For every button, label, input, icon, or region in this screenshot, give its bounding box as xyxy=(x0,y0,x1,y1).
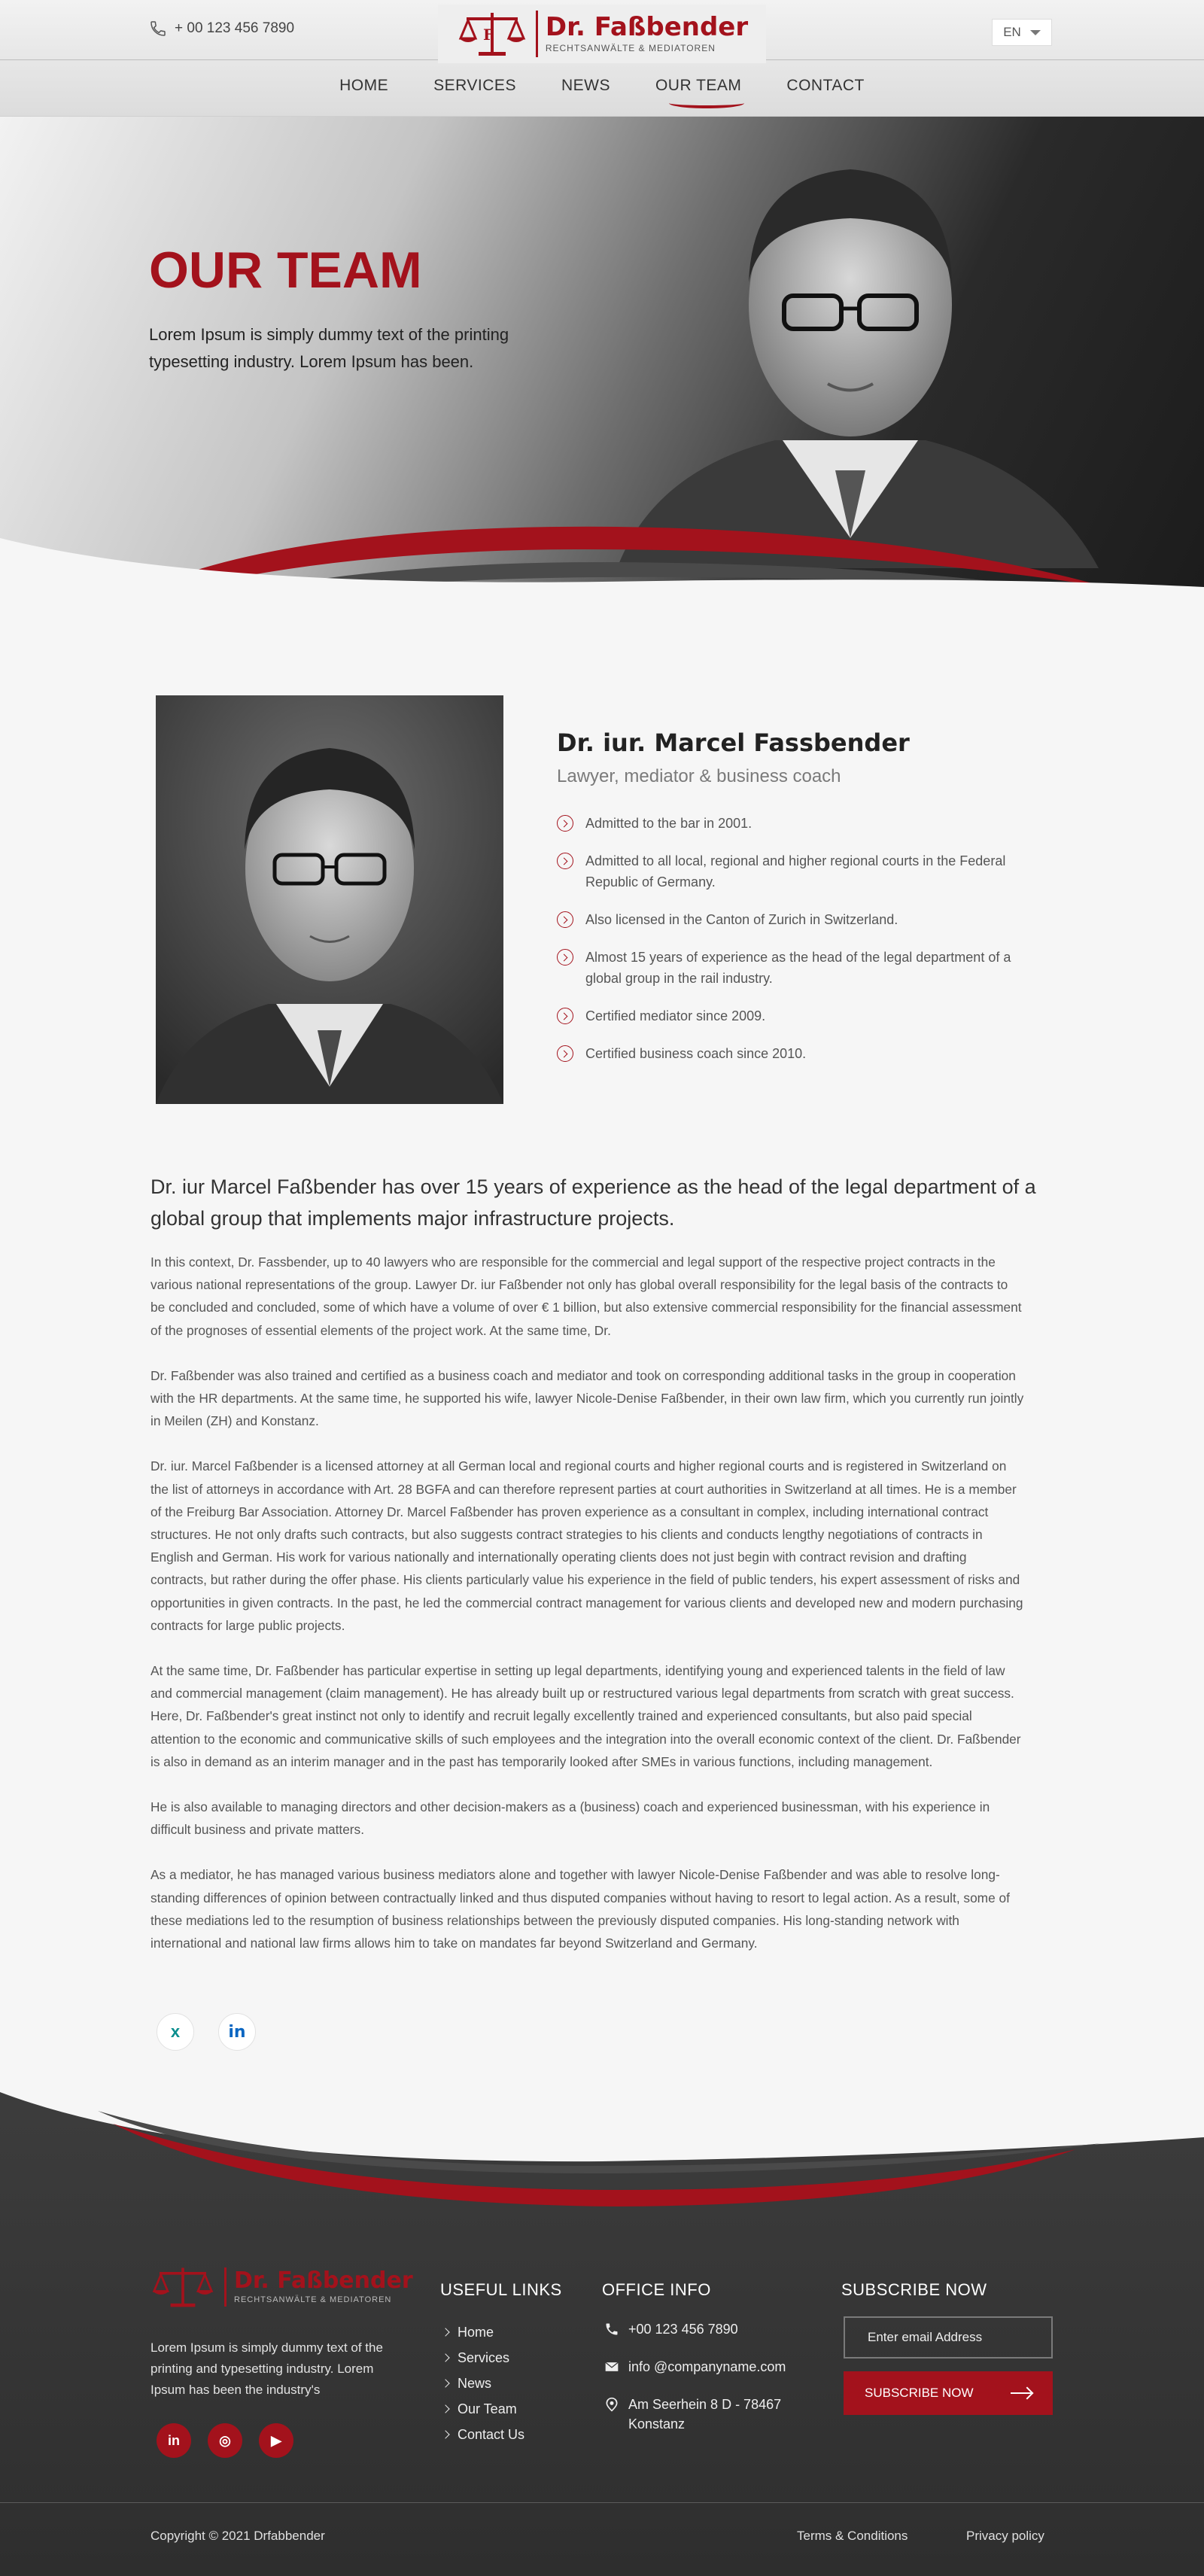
main-nav xyxy=(0,77,1204,95)
subscribe-button[interactable] xyxy=(844,2371,1053,2415)
bio-lead: Dr. iur Marcel Faßbender has over 15 years of experience as the head of the legal department of a global group that implements major infrastructure projects. xyxy=(150,1175,1036,1230)
logo-divider xyxy=(536,11,538,57)
footer-link-contact[interactable] xyxy=(442,2422,524,2447)
footer-link-news[interactable] xyxy=(442,2371,524,2396)
bio-paragraph: He is also available to managing directors and other decision-makers as a (business) coach and experienced businessman, with his experience in difficult business and private matters. xyxy=(150,1799,990,1838)
footer-logo[interactable] xyxy=(149,2264,413,2310)
chevron-circle-icon xyxy=(557,1008,573,1024)
list-item-text: Certified mediator since 2009. xyxy=(585,1008,766,1023)
office-phone[interactable] xyxy=(604,2319,800,2339)
list-item xyxy=(557,813,1023,834)
list-item-text: Admitted to the bar in 2001. xyxy=(585,816,752,831)
list-item-text: Almost 15 years of experience as the head of the legal department of a global group in the rail industry. xyxy=(585,950,1011,986)
subscribe-button-label: SUBSCRIBE NOW xyxy=(865,2386,974,2400)
nav-our-team[interactable]: OUR TEAM xyxy=(655,77,742,94)
svg-text:F: F xyxy=(482,26,494,44)
footer-link-our-team[interactable] xyxy=(442,2396,524,2422)
linkedin-icon[interactable]: in xyxy=(218,2013,256,2051)
profile-role: Lawyer, mediator & business coach xyxy=(557,766,841,786)
chevron-circle-icon xyxy=(557,911,573,928)
office-address-text xyxy=(628,2395,781,2434)
office-address-line: Konstanz xyxy=(628,2416,686,2432)
bio-paragraph: Dr. iur. Marcel Faßbender is a licensed attorney at all German local and regional courts and higher regional courts and is registered in Switzerland on the list of attorneys in accordance with Art. 28 BGFA and can therefore represent parties at court authorities in Switzerland at all times. He is a member of the Freiburg Bar Association. Attorney Dr. Marcel Faßbender has proven experience as a consultant in complex, including international contract structures. He not only drafts such contracts, but also suggests contract strategies to his clients and conducts lengthy negotiations of contracts in English and German. His work for various nationally and internationally operating clients does not just begin with contract revision and drafting contracts, but rather during the offer phase. His clients particularly value his experience in the field of public tenders, his expert assessment of risks and opportunities in given contracts. In the past, he led the commercial contract management for various clients and developed new and modern purchasing contracts for large public projects. xyxy=(150,1458,1023,1633)
copyright: Copyright © 2021 Drfabbender xyxy=(150,2529,325,2543)
mail-icon xyxy=(604,2359,619,2374)
footer-logo-subtitle: RECHTSANWÄLTE & MEDIATOREN xyxy=(234,2295,392,2304)
logo-text xyxy=(546,14,748,53)
header-phone[interactable] xyxy=(149,20,294,38)
hero-banner xyxy=(0,117,1204,655)
list-item-text: Certified business coach since 2010. xyxy=(585,1046,807,1061)
language-select[interactable] xyxy=(992,19,1052,46)
scales-logo-icon xyxy=(456,8,528,59)
office-info-heading: OFFICE INFO xyxy=(602,2280,711,2299)
logo-divider xyxy=(224,2267,227,2307)
footer-link-label: Services xyxy=(458,2350,510,2365)
office-address-line: Am Seerhein 8 D - 78467 xyxy=(628,2397,782,2412)
chevron-circle-icon xyxy=(557,949,573,966)
terms-link[interactable]: Terms & Conditions xyxy=(797,2529,908,2543)
phone-icon xyxy=(149,20,167,38)
footer-link-label: News xyxy=(458,2376,492,2391)
subscribe-email-input[interactable]: Enter email Address xyxy=(844,2316,1053,2359)
header-phone-text: + 00 123 456 7890 xyxy=(175,20,295,36)
chevron-circle-icon xyxy=(557,853,573,869)
footer-divider xyxy=(0,2502,1204,2503)
office-email-text: info @companyname.com xyxy=(628,2359,786,2374)
profile-portrait-image xyxy=(156,695,503,1104)
bio-paragraph: As a mediator, he has managed various business mediators alone and together with lawyer Nicole-Denise Faßbender and was able to resolve long-standing differences of opinion between contractually linked and thus disputed companies without having to resort to legal action. As a result, some of these mediations led to the resumption of business relationships between the previously disputed companies. His long-standing network with international and national law firms allows him to take on mandates far beyond Switzerland and Germany. xyxy=(150,1867,1010,1951)
privacy-link[interactable]: Privacy policy xyxy=(966,2529,1044,2543)
list-item xyxy=(557,947,1023,989)
site-header xyxy=(0,0,1204,117)
nav-news[interactable]: NEWS xyxy=(561,77,610,94)
logo-subtitle: RECHTSANWÄLTE & MEDIATOREN xyxy=(545,43,716,53)
list-item xyxy=(557,850,1023,893)
footer-links xyxy=(442,2319,524,2447)
office-phone-text: +00 123 456 7890 xyxy=(628,2322,738,2337)
youtube-icon[interactable]: ▶ xyxy=(259,2423,293,2458)
list-item xyxy=(557,909,1023,930)
list-item-text: Admitted to all local, regional and higher regional courts in the Federal Republic of Germany. xyxy=(585,853,1006,890)
scales-logo-icon xyxy=(149,2264,217,2310)
useful-links-heading: USEFUL LINKS xyxy=(440,2280,562,2299)
office-info xyxy=(604,2319,800,2452)
nav-services[interactable]: SERVICES xyxy=(433,77,516,94)
nav-home[interactable]: HOME xyxy=(339,77,389,94)
arrow-right-icon xyxy=(1011,2392,1032,2394)
page-title-light: OUR xyxy=(149,242,277,299)
office-email[interactable] xyxy=(604,2357,800,2377)
footer-social-links xyxy=(157,2423,293,2458)
page-title-bold: TEAM xyxy=(277,242,422,299)
footer-link-services[interactable] xyxy=(442,2345,524,2371)
logo-name: Dr. Faßbender xyxy=(545,12,749,42)
map-pin-icon xyxy=(604,2397,619,2412)
linkedin-icon[interactable]: in xyxy=(157,2423,191,2458)
phone-icon xyxy=(604,2322,619,2337)
instagram-icon[interactable]: ◎ xyxy=(208,2423,242,2458)
office-address xyxy=(604,2395,800,2434)
footer-wave-divider xyxy=(0,2077,1204,2258)
footer-about: Lorem Ipsum is simply dummy text of the printing and typesetting industry. Lorem Ipsum has been the industry's xyxy=(150,2340,383,2397)
footer-link-label: Our Team xyxy=(458,2401,517,2416)
profile-name: Dr. iur. Marcel Fassbender xyxy=(557,728,910,757)
nav-contact[interactable]: CONTACT xyxy=(786,77,865,94)
profile-social-links xyxy=(157,2013,256,2051)
list-item-text: Also licensed in the Canton of Zurich in Switzerland. xyxy=(585,912,898,927)
site-logo[interactable] xyxy=(438,5,766,63)
chevron-down-icon xyxy=(1030,30,1041,35)
list-item xyxy=(557,1005,1023,1026)
page-title xyxy=(149,241,422,300)
footer-link-home[interactable] xyxy=(442,2319,524,2345)
language-value: EN xyxy=(1003,25,1021,39)
bio-text xyxy=(150,1251,1025,1977)
profile-photo xyxy=(156,695,503,1104)
chevron-circle-icon xyxy=(557,815,573,832)
hero-wave-divider xyxy=(0,117,1204,655)
bio-paragraph: At the same time, Dr. Faßbender has particular expertise in setting up legal departments, identifying young and experienced talents in the field of law and commercial management (claim management). He has already built up or restructured various legal departments from scratch with great success. Here, Dr. Faßbender's great instinct not only to identify and recruit legally excellently trained and experienced consultants, but also paid special attention to the economic and communicative skills of such employees and the integration into the overall economic context of the client. Dr. Faßbender is also in demand as an interim manager and in the past has temporarily looked after SMEs in various functions, including management. xyxy=(150,1663,1021,1769)
list-item xyxy=(557,1043,1023,1064)
bio-paragraph: In this context, Dr. Fassbender, up to 40 lawyers who are responsible for the commercial and legal support of the respective project contracts in the various national representations of the group. Lawyer Dr. iur Faßbender not only has global overall responsibility for the legal basis of the contracts to be concluded and concluded, some of which have a volume of over € 1 billion, but also extensive commercial responsibility for the financial assessment of the prognoses of essential elements of the project work. At the same time, Dr. xyxy=(150,1255,1022,1338)
footer-logo-text xyxy=(234,2267,413,2304)
chevron-circle-icon xyxy=(557,1045,573,1062)
footer-link-label: Contact Us xyxy=(458,2427,525,2442)
subscribe-heading: SUBSCRIBE NOW xyxy=(841,2280,987,2299)
footer-logo-name: Dr. Faßbender xyxy=(234,2267,413,2294)
bio-paragraph: Dr. Faßbender was also trained and certified as a business coach and mediator and took on corresponding additional tasks in the group in cooperation with the HR departments. At the same time, he supported his wife, lawyer Nicole-Denise Faßbender, in their own law firm, which you currently run jointly in Meilen (ZH) and Konstanz. xyxy=(150,1367,1024,1429)
xing-icon[interactable]: x xyxy=(157,2013,194,2051)
site-footer xyxy=(0,2077,1204,2576)
qualification-list xyxy=(557,813,1023,1081)
footer-link-label: Home xyxy=(458,2325,494,2340)
hero-subtitle: Lorem Ipsum is simply dummy text of the printing typesetting industry. Lorem Ipsum has been. xyxy=(149,325,509,371)
